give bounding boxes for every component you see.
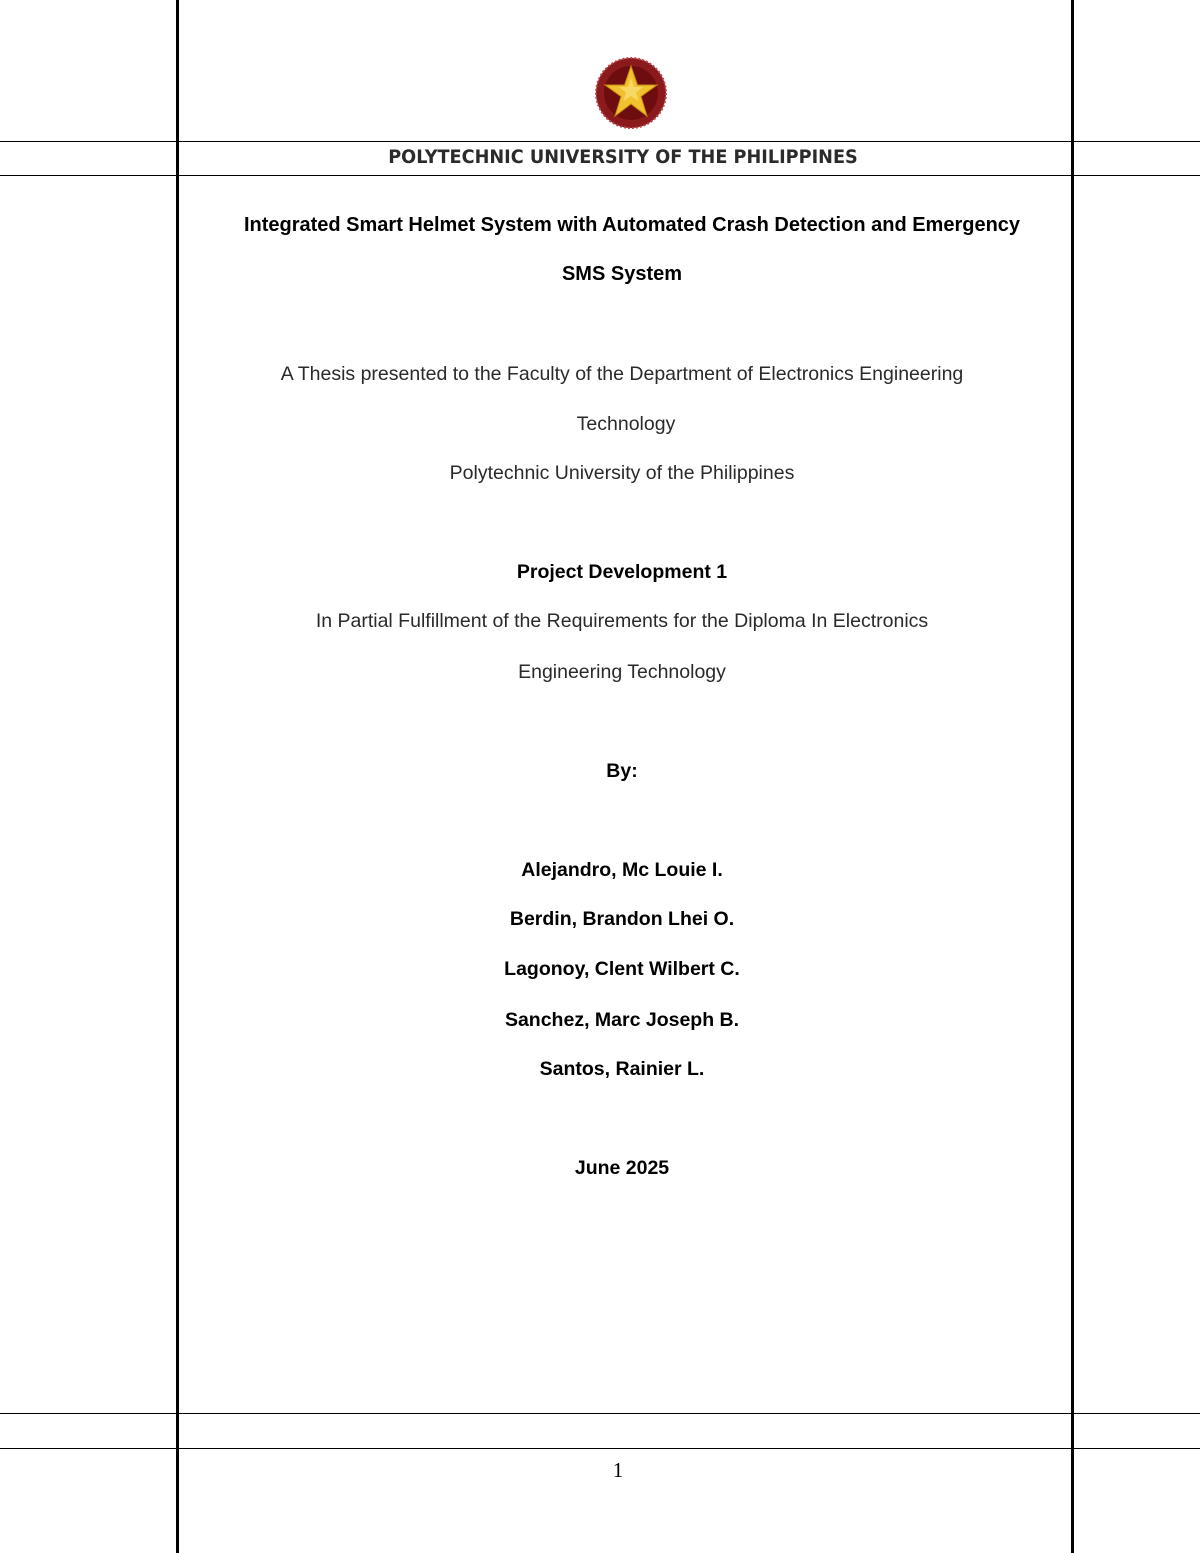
page-number: 1 xyxy=(612,1458,624,1482)
thesis-title-line-2: SMS System xyxy=(561,263,683,285)
fulfillment-line-2: Engineering Technology xyxy=(518,661,726,683)
project-name: Project Development 1 xyxy=(516,561,728,583)
footer-top-rule xyxy=(0,1413,1200,1414)
footer-bottom-rule xyxy=(0,1448,1200,1449)
university-banner: POLYTECHNIC UNIVERSITY OF THE PHILIPPINES xyxy=(388,146,858,168)
institution-name: Polytechnic University of the Philippines xyxy=(449,462,795,484)
header-bottom-rule xyxy=(0,175,1200,176)
submission-date: June 2025 xyxy=(574,1157,670,1179)
pup-seal-icon xyxy=(594,56,668,130)
header-top-rule xyxy=(0,141,1200,142)
author-name: Santos, Rainier L. xyxy=(539,1058,705,1080)
thesis-description-line-1: A Thesis presented to the Faculty of the Department of Electronics Engineering xyxy=(280,363,964,385)
by-label: By: xyxy=(606,760,638,782)
author-name: Sanchez, Marc Joseph B. xyxy=(504,1009,740,1031)
author-name: Lagonoy, Clent Wilbert C. xyxy=(504,958,740,980)
thesis-description-line-2: Technology xyxy=(576,413,676,435)
fulfillment-line-1: In Partial Fulfillment of the Requirements for the Diploma In Electronics xyxy=(315,610,929,632)
author-name: Berdin, Brandon Lhei O. xyxy=(509,908,735,930)
author-name: Alejandro, Mc Louie I. xyxy=(521,859,723,881)
thesis-title-line-1: Integrated Smart Helmet System with Automated Crash Detection and Emergency xyxy=(243,214,1021,236)
